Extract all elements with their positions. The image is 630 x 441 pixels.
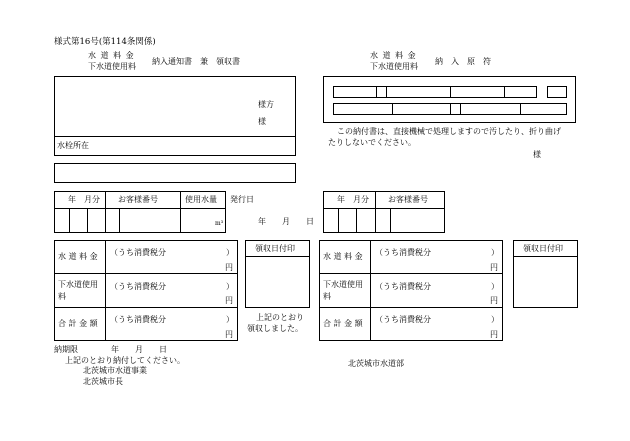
tax-close-total: ） <box>226 315 234 324</box>
water-fee-label: 水 道 料 金 <box>58 252 98 261</box>
issue-date-value: 年 月 日 <box>258 217 314 226</box>
right-header-sewer-fee: 下水道使用料 <box>370 62 418 71</box>
right-tax-close-water: ） <box>491 248 499 257</box>
stamp-label-left: 領収日付印 <box>255 244 295 253</box>
address-box <box>54 76 296 156</box>
form-number: 様式第16号(第114条関係) <box>54 37 156 47</box>
issue-date-label: 発行日 <box>230 195 254 204</box>
right-yen-water: 円 <box>490 263 498 272</box>
tax-label-sewer: （うち消費税分 <box>110 282 166 291</box>
address-divider <box>54 136 296 137</box>
ocr-box <box>323 76 576 123</box>
right-header-title: 納 入 原 符 <box>435 57 491 66</box>
sewer-fee-label-1: 下水道使用 <box>58 280 98 289</box>
right-sewer-fee-label-2: 料 <box>323 292 331 301</box>
deadline-label: 納期限 <box>54 345 78 354</box>
right-yen-total: 円 <box>490 330 498 339</box>
left-header-title: 納入通知書 兼 領収書 <box>152 57 240 66</box>
right-water-fee-label: 水 道 料 金 <box>323 252 363 261</box>
notice-line-2: たりしないでください。 <box>328 138 416 147</box>
right-tax-close-sewer: ） <box>491 282 499 291</box>
issuer-waterworks: 北茨城市水道事業 <box>83 366 147 375</box>
ocr-check-box <box>547 86 567 98</box>
right-sewer-fee-label-1: 下水道使用 <box>323 280 363 289</box>
deadline-date: 年 月 日 <box>111 345 167 354</box>
tax-label-water: （うち消費税分 <box>110 248 166 257</box>
right-sama: 様 <box>533 150 541 159</box>
right-customer-number-header: お客様番号 <box>388 195 428 204</box>
sewer-fee-label-2: 料 <box>58 292 66 301</box>
yen-sewer: 円 <box>225 296 233 305</box>
ocr-row-1 <box>333 86 537 98</box>
tax-close-water: ） <box>226 248 234 257</box>
customer-number-header: お客様番号 <box>118 195 158 204</box>
tax-close-sewer: ） <box>226 282 234 291</box>
left-header-water-fee: 水 道 料 金 <box>88 51 135 60</box>
right-total-label: 合 計 金 額 <box>323 319 363 328</box>
right-tax-label-sewer: （うち消費税分 <box>375 282 431 291</box>
left-header-sewer-fee: 下水道使用料 <box>88 62 136 71</box>
right-header-water-fee: 水 道 料 金 <box>370 51 417 60</box>
right-tax-label-water: （うち消費税分 <box>375 248 431 257</box>
right-yen-sewer: 円 <box>490 296 498 305</box>
notice-line-1: この納付書は、直接機械で処理しますので汚したり、折り曲げ <box>337 127 561 136</box>
address-sama-kata: 様方 <box>258 100 274 109</box>
yen-water: 円 <box>225 263 233 272</box>
issuer-water-department: 北茨城市水道部 <box>348 359 404 368</box>
right-tax-label-total: （うち消費税分 <box>375 315 431 324</box>
blank-box <box>54 163 296 183</box>
year-month-header: 年 月分 <box>68 195 100 204</box>
issuer-mayor: 北茨城市長 <box>83 377 123 386</box>
received-line-1: 上記のとおり <box>256 313 304 322</box>
right-tax-close-total: ） <box>491 315 499 324</box>
payment-instruction: 上記のとおり納付してください。 <box>65 356 185 365</box>
address-sama: 様 <box>258 117 266 126</box>
tax-label-total: （うち消費税分 <box>110 315 166 324</box>
yen-total: 円 <box>225 330 233 339</box>
usage-header: 使用水量 <box>185 195 217 204</box>
stamp-label-right: 領収日付印 <box>523 244 563 253</box>
meter-location-label: 水栓所在 <box>57 141 89 150</box>
total-label: 合 計 金 額 <box>58 319 98 328</box>
right-year-month-header: 年 月分 <box>337 195 369 204</box>
usage-unit: m³ <box>215 220 224 227</box>
received-line-2: 領収しました。 <box>247 324 303 333</box>
